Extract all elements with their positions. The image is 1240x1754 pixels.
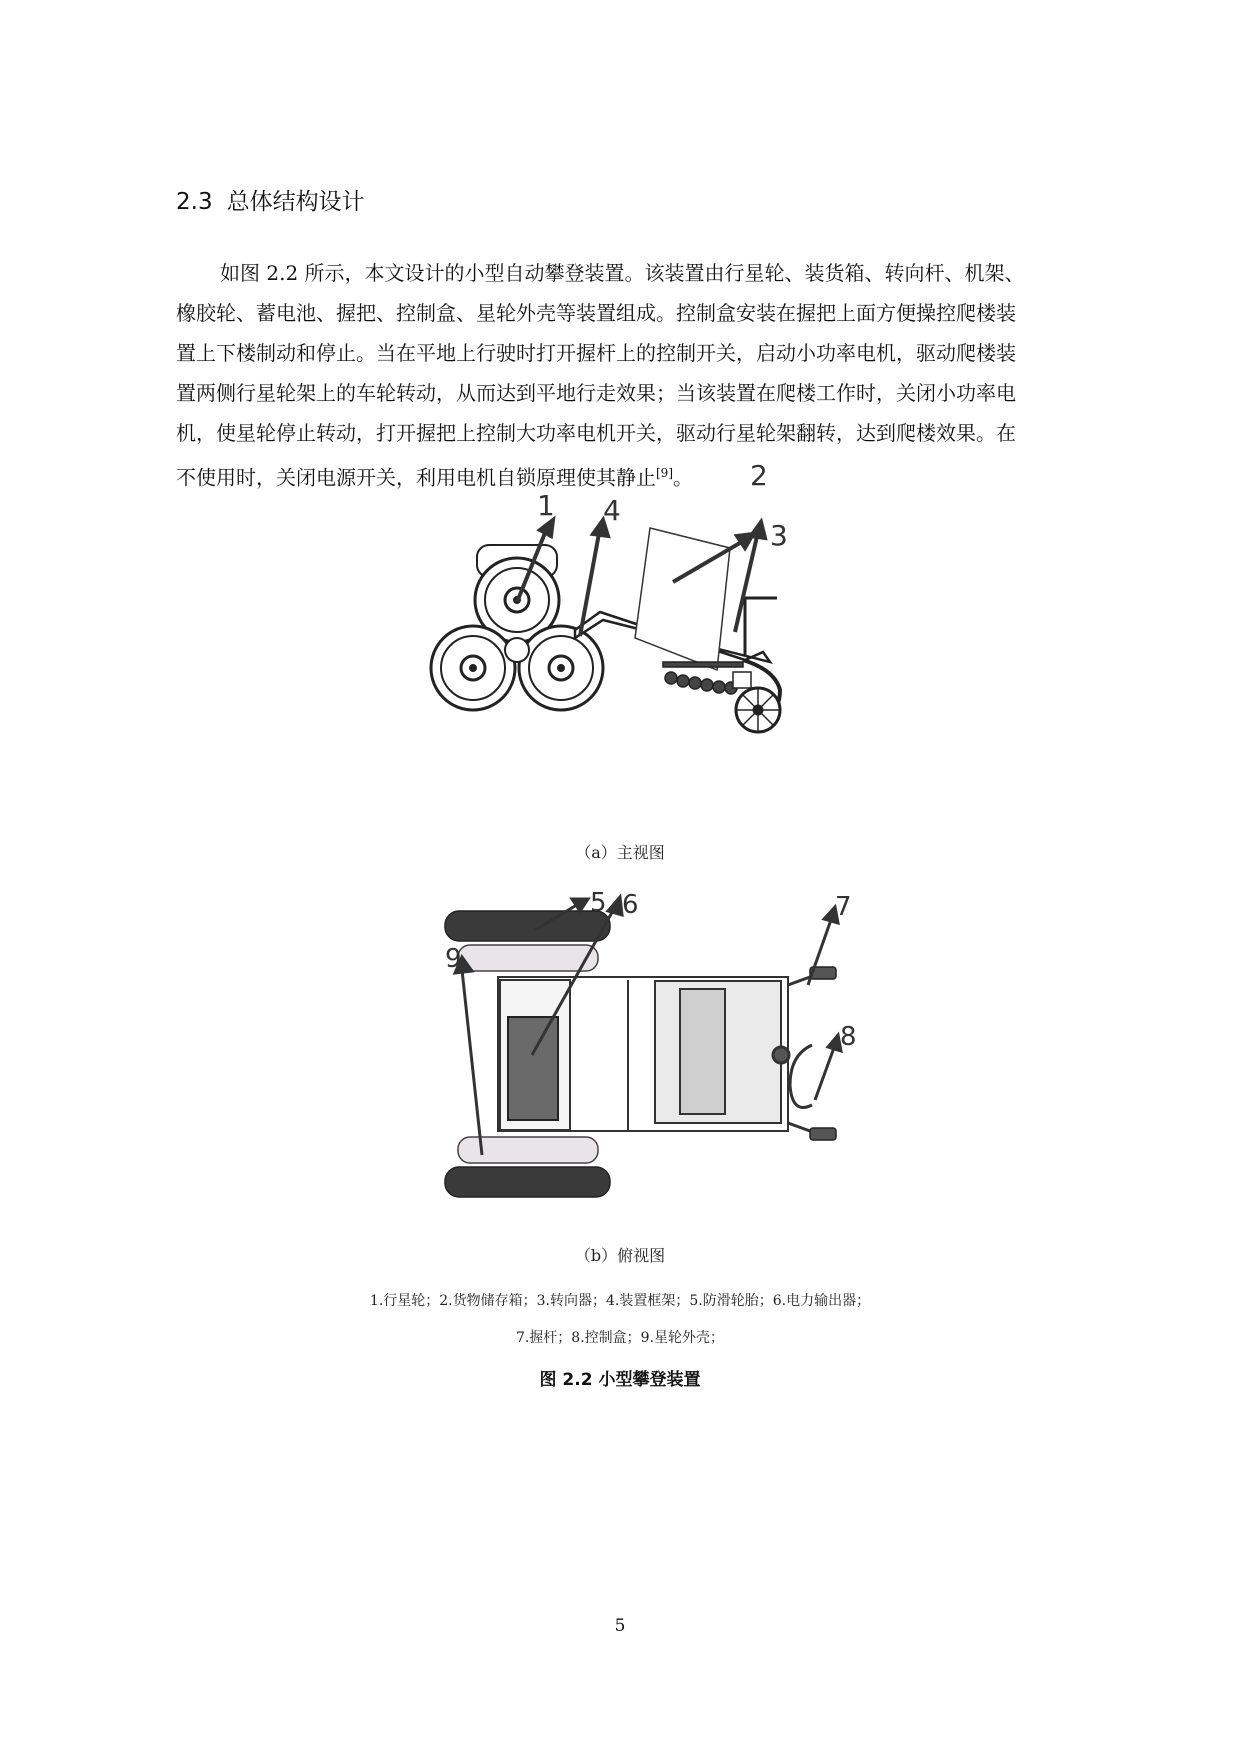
figure-title: 图 2.2 小型攀登装置: [539, 1370, 701, 1390]
callout-label: 9: [445, 944, 462, 974]
storage-box: [635, 528, 730, 670]
callout-label: 5: [590, 888, 607, 918]
subcaption-front-view: （a）主视图: [575, 843, 665, 862]
callout-label: 7: [835, 892, 852, 922]
figure-legend-line-2: 7.握杆；8.控制盒；9.星轮外壳；: [515, 1330, 725, 1346]
callout-label: 3: [770, 519, 788, 552]
section-heading: [176, 183, 365, 216]
paragraph-line: 置两侧行星轮架上的车轮转动，从而达到平地行走效果；当该装置在爬楼工作时，关闭小功率电: [176, 381, 1016, 405]
rubber-wheels: [663, 662, 751, 694]
citation-ref: [9]: [656, 466, 673, 480]
callout-label: 8: [840, 1022, 857, 1052]
paragraph-line: 机，使星轮停止转动，打开握把上控制大功率电机开关，驱动行星轮架翻转，达到爬楼效果。在: [176, 421, 1016, 445]
front-view-drawing: [425, 459, 865, 800]
callout-label: 4: [603, 494, 621, 527]
body-paragraph: [176, 253, 1086, 498]
paragraph-end: 。: [673, 465, 693, 490]
paragraph-line: 橡胶轮、蓄电池、握把、控制盒、星轮外壳等装置组成。控制盒安装在握把上面方便操控爬楼装: [176, 301, 1016, 325]
paragraph-line: 如图 2.2 所示，本文设计的小型自动攀登装置。该装置由行星轮、装货箱、转向杆、机架、: [220, 261, 1025, 285]
top-view-drawing: [440, 885, 890, 1205]
callout-label: 6: [622, 890, 639, 920]
subcaption-top-view: （b）俯视图: [574, 1246, 666, 1265]
section-number: 2.3: [176, 189, 213, 215]
figure-legend-line-1: 1.行星轮；2.货物储存箱；3.转向器；4.装置框架；5.防滑轮胎；6.电力输出器；: [369, 1293, 871, 1309]
callout-label: 1: [537, 489, 555, 522]
power-output-unit: [508, 1017, 558, 1120]
rear-wheel: [736, 688, 780, 732]
page-number: 5: [614, 1616, 626, 1636]
paragraph-line-last: [176, 453, 1086, 498]
callout-label: 2: [750, 459, 768, 492]
section-title: 总体结构设计: [226, 189, 365, 215]
paragraph-line: 置上下楼制动和停止。当在平地上行驶时打开握杆上的控制开关，启动小功率电机，驱动爬楼装: [176, 341, 1016, 365]
paragraph-line: 不使用时，关闭电源开关，利用电机自锁原理使其静止: [176, 465, 656, 490]
